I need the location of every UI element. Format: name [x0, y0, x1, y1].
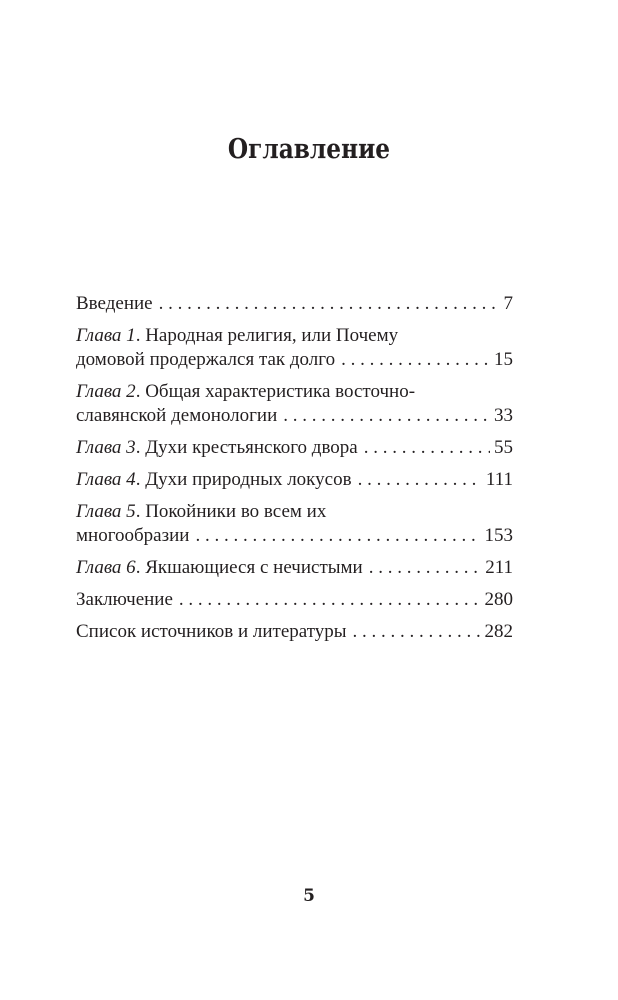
chapter-prefix: Глава 6: [76, 557, 136, 578]
toc-entry-title-line2: многообразии: [76, 525, 190, 546]
toc-entry-page: 153: [484, 525, 513, 546]
toc-entry-page: 111: [485, 469, 513, 490]
toc-entry-chapter-1[interactable]: [76, 324, 513, 372]
toc-entry-conclusion[interactable]: [76, 588, 513, 612]
dot-leader: [283, 404, 490, 428]
chapter-prefix: Глава 5: [76, 501, 136, 522]
chapter-prefix: Глава 4: [76, 469, 136, 490]
chapter-prefix: Глава 1: [76, 325, 136, 346]
toc-entry-title-line1: . Покойники во всем их: [135, 501, 327, 522]
page-number: 5: [303, 886, 315, 906]
toc-entry-chapter-3[interactable]: [76, 436, 513, 460]
chapter-prefix: Глава 3: [76, 437, 136, 458]
toc-entry-page: 211: [485, 557, 513, 578]
dot-leader: [358, 468, 482, 492]
toc-entry-chapter-2[interactable]: [76, 380, 513, 428]
toc-entry-title-line2: домовой продержался так долго: [76, 349, 336, 370]
dot-leader: [195, 524, 480, 548]
toc-entry-title: . Духи крестьянского двора: [135, 437, 358, 458]
toc-entry-chapter-6[interactable]: [76, 556, 513, 580]
toc-entry-page: 33: [494, 405, 513, 426]
chapter-prefix: Глава 2: [76, 381, 136, 402]
dot-leader: [353, 620, 481, 644]
toc-entry-page: 280: [484, 589, 513, 610]
toc-entry-chapter-5[interactable]: [76, 500, 513, 548]
toc-entry-title: . Духи природных локусов: [135, 469, 352, 490]
dot-leader: [179, 588, 481, 612]
toc-entry-chapter-4[interactable]: [76, 468, 513, 492]
toc-entry-title: Заключение: [76, 589, 173, 610]
toc-entry-title: . Якшающиеся с нечистыми: [135, 557, 363, 578]
dot-leader: [159, 292, 500, 316]
toc-entry-page: 15: [494, 349, 513, 370]
table-of-contents: [76, 292, 513, 652]
toc-entry-title: Список источников и литературы: [76, 621, 347, 642]
dot-leader: [341, 348, 490, 372]
toc-entry-title: Введение: [76, 293, 153, 314]
dot-leader: [364, 436, 490, 460]
toc-entry-title-line1: . Народная религия, или Почему: [135, 325, 399, 346]
toc-entry-page: 55: [494, 437, 513, 458]
toc-entry-page: 7: [503, 293, 513, 314]
page-title: Оглавление: [227, 134, 391, 165]
toc-entry-page: 282: [484, 621, 513, 642]
toc-entry-title-line1: . Общая характеристика восточно-: [135, 381, 416, 402]
toc-entry-introduction[interactable]: [76, 292, 513, 316]
dot-leader: [369, 556, 481, 580]
toc-entry-title-line2: славянской демонологии: [76, 405, 278, 426]
toc-entry-bibliography[interactable]: [76, 620, 513, 644]
